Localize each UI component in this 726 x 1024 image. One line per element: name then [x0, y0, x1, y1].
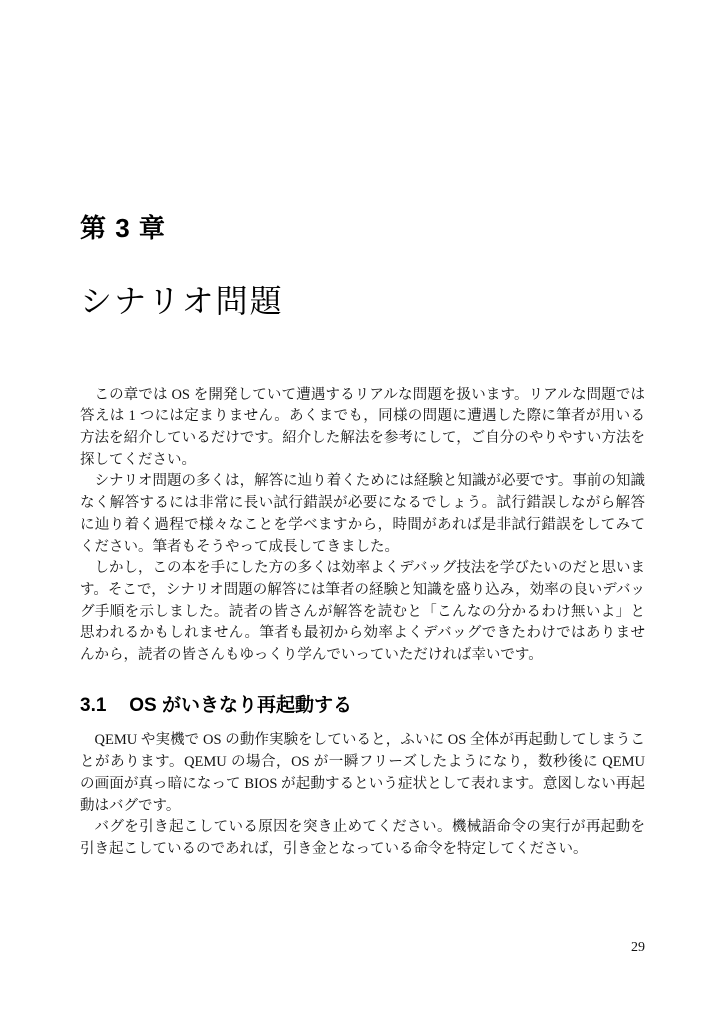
section-title: OS がいきなり再起動する — [129, 694, 352, 716]
section-paragraph: QEMU や実機で OS の動作実験をしていると，ふいに OS 全体が再起動してしまうことがあります。QEMU の場合，OS が一瞬フリーズしたようになり，数秒後に QEMU の画面が真っ暗になって BIOS が起動するという症状として表れます。意図しない再起動はバグです。 — [80, 732, 645, 814]
section-paragraph: バグを引き起こしている原因を突き止めてください。機械語命令の実行が再起動を引き起こしているのであれば，引き金となっている命令を特定してください。 — [80, 819, 645, 857]
intro-paragraph: この章では OS を開発していて遭遇するリアルな問題を扱います。リアルな問題では答えは 1 つには定まりません。あくまでも，同様の問題に遭遇した際に筆者が用いる方法を紹介しているだけです。紹介した解法を参考にして，ご自分のやりやすい方法を探してください。 — [80, 386, 645, 468]
intro-paragraph: シナリオ問題の多くは，解答に辿り着くためには経験と知識が必要です。事前の知識なく解答するには非常に長い試行錯誤が必要になるでしょう。試行錯誤しながら解答に辿り着く過程で様々なことを学べますから，時間があれば是非試行錯誤をしてみてください。筆者もそうやって成長してきました。 — [80, 473, 645, 555]
intro-paragraph: しかし，この本を手にした方の多くは効率よくデバッグ技法を学びたいのだと思います。そこで，シナリオ問題の解答には筆者の経験と知識を盛り込み，効率の良いデバッグ手順を示しました。読者の皆さんが解答を読むと「こんなの分かるわけ無いよ」と思われるかもしれません。筆者も最初から効率よくデバッグできたわけではありませんから，読者の皆さんもゆっくり学んでいっていただければ幸いです。 — [80, 560, 645, 664]
section-heading — [80, 694, 645, 718]
chapter-title: シナリオ問題 — [80, 283, 284, 320]
page-number: 29 — [631, 940, 645, 955]
section-text-block — [80, 730, 645, 860]
section-number: 3.1 — [80, 694, 107, 716]
chapter-label: 第 3 章 — [80, 213, 166, 243]
intro-text-block — [80, 385, 645, 667]
